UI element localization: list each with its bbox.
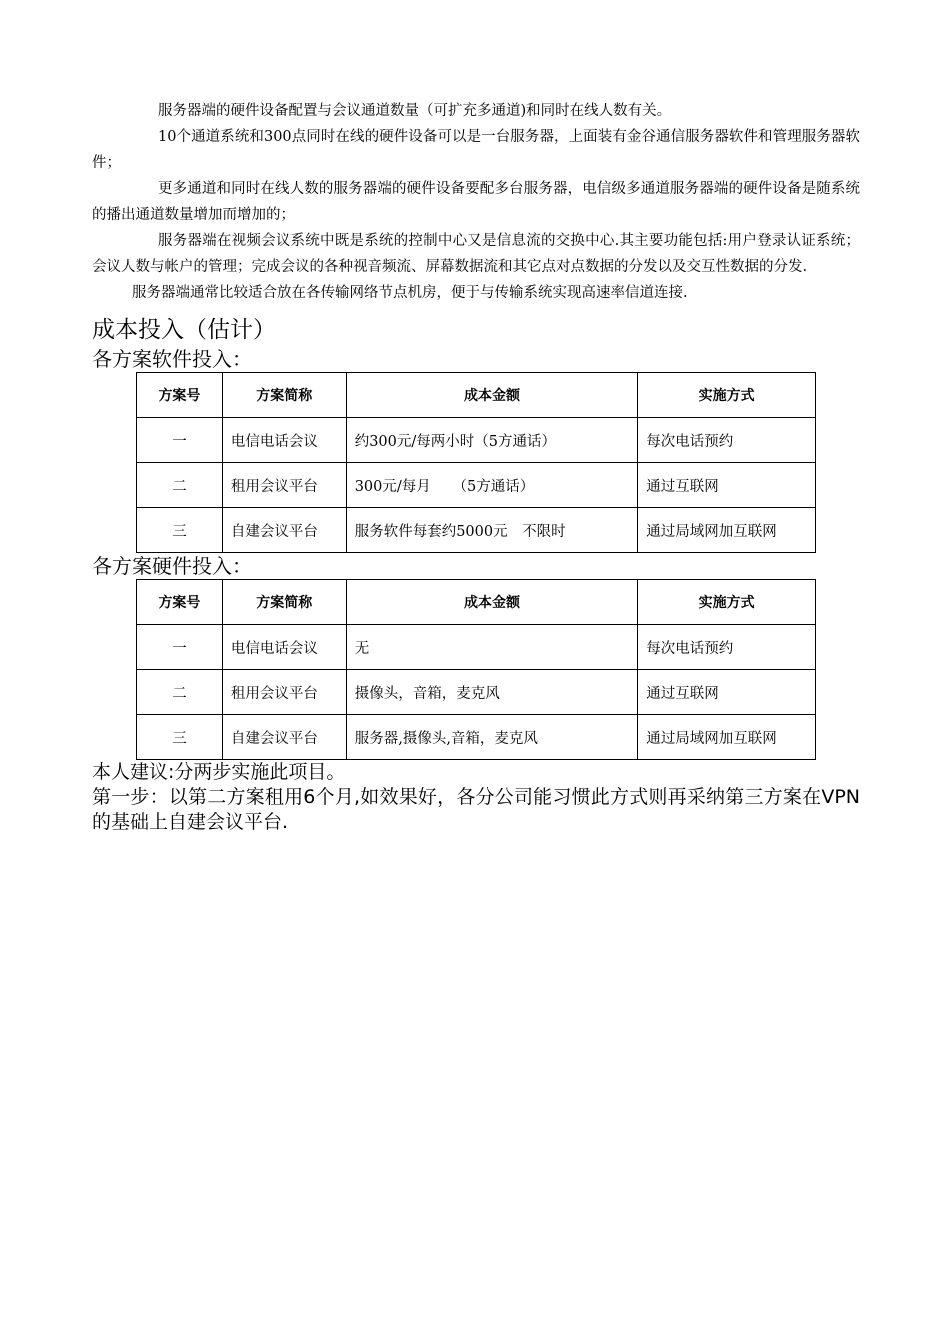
- cell-plan-name: 自建会议平台: [222, 508, 346, 553]
- header-plan-name: 方案简称: [222, 580, 346, 625]
- cell-method: 通过局域网加互联网: [638, 508, 816, 553]
- cell-cost: 无: [346, 625, 638, 670]
- cell-plan-no: 一: [137, 625, 223, 670]
- cell-cost: 300元/每月 （5方通话）: [346, 463, 638, 508]
- intro-paragraph-2: 10个通道系统和300点同时在线的硬件设备可以是一台服务器，上面装有金谷通信服务器软件和管理服务器软件；: [92, 129, 860, 171]
- document-page: [92, 98, 860, 835]
- header-plan-name: 方案简称: [222, 373, 346, 418]
- software-title: 各方案软件投入：: [92, 347, 252, 371]
- advice-line-2: 第一步：以第二方案租用6个月,如效果好，各分公司能习惯此方式则再采纳第三方案在VPN的基础上自建会议平台.: [92, 786, 860, 833]
- header-method: 实施方式: [638, 373, 816, 418]
- table-row: [137, 418, 816, 463]
- cell-cost: 服务器,摄像头,音箱，麦克风: [346, 715, 638, 760]
- table-row: [137, 670, 816, 715]
- software-cost-table: [136, 372, 816, 553]
- table-header-row: [137, 580, 816, 625]
- cell-plan-no: 二: [137, 463, 223, 508]
- cell-cost: 服务软件每套约5000元 不限时: [346, 508, 638, 553]
- intro-paragraph-3: 更多通道和同时在线人数的服务器端的硬件设备要配多台服务器，电信级多通道服务器端的硬件设备是随系统的播出通道数量增加而增加的；: [92, 181, 860, 223]
- intro-paragraph-5: 服务器端通常比较适合放在各传输网络节点机房，便于与传输系统实现高速率信道连接.: [132, 285, 688, 301]
- cell-method: 通过互联网: [638, 670, 816, 715]
- header-plan-no: 方案号: [137, 373, 223, 418]
- table-row: [137, 715, 816, 760]
- advice-line-1: 本人建议:分两步实施此项目。: [92, 761, 346, 783]
- table-row: [137, 463, 816, 508]
- cell-plan-no: 三: [137, 508, 223, 553]
- cell-method: 通过局域网加互联网: [638, 715, 816, 760]
- hardware-cost-table: [136, 579, 816, 760]
- header-plan-no: 方案号: [137, 580, 223, 625]
- header-cost: 成本金额: [346, 373, 638, 418]
- cell-plan-name: 租用会议平台: [222, 463, 346, 508]
- cell-plan-name: 电信电话会议: [222, 418, 346, 463]
- header-cost: 成本金额: [346, 580, 638, 625]
- intro-paragraph-1: 服务器端的硬件设备配置与会议通道数量（可扩充多通道)和同时在线人数有关。: [158, 103, 672, 119]
- cell-plan-no: 三: [137, 715, 223, 760]
- table-row: [137, 508, 816, 553]
- hardware-title: 各方案硬件投入：: [92, 554, 252, 578]
- table-header-row: [137, 373, 816, 418]
- header-method: 实施方式: [638, 580, 816, 625]
- table-row: [137, 625, 816, 670]
- cell-plan-name: 电信电话会议: [222, 625, 346, 670]
- cell-cost: 摄像头，音箱，麦克风: [346, 670, 638, 715]
- cell-plan-name: 租用会议平台: [222, 670, 346, 715]
- cell-cost: 约300元/每两小时（5方通话）: [346, 418, 638, 463]
- cell-plan-name: 自建会议平台: [222, 715, 346, 760]
- section-title: 成本投入（估计）: [92, 317, 276, 343]
- cell-method: 每次电话预约: [638, 625, 816, 670]
- intro-paragraph-4: 服务器端在视频会议系统中既是系统的控制中心又是信息流的交换中心.其主要功能包括:用户登录认证系统；会议人数与帐户的管理；完成会议的各种视音频流、屏幕数据流和其它点对点数据的分发以及交互性数据的分发.: [92, 233, 860, 275]
- cell-plan-no: 二: [137, 670, 223, 715]
- cell-plan-no: 一: [137, 418, 223, 463]
- cell-method: 每次电话预约: [638, 418, 816, 463]
- cell-method: 通过互联网: [638, 463, 816, 508]
